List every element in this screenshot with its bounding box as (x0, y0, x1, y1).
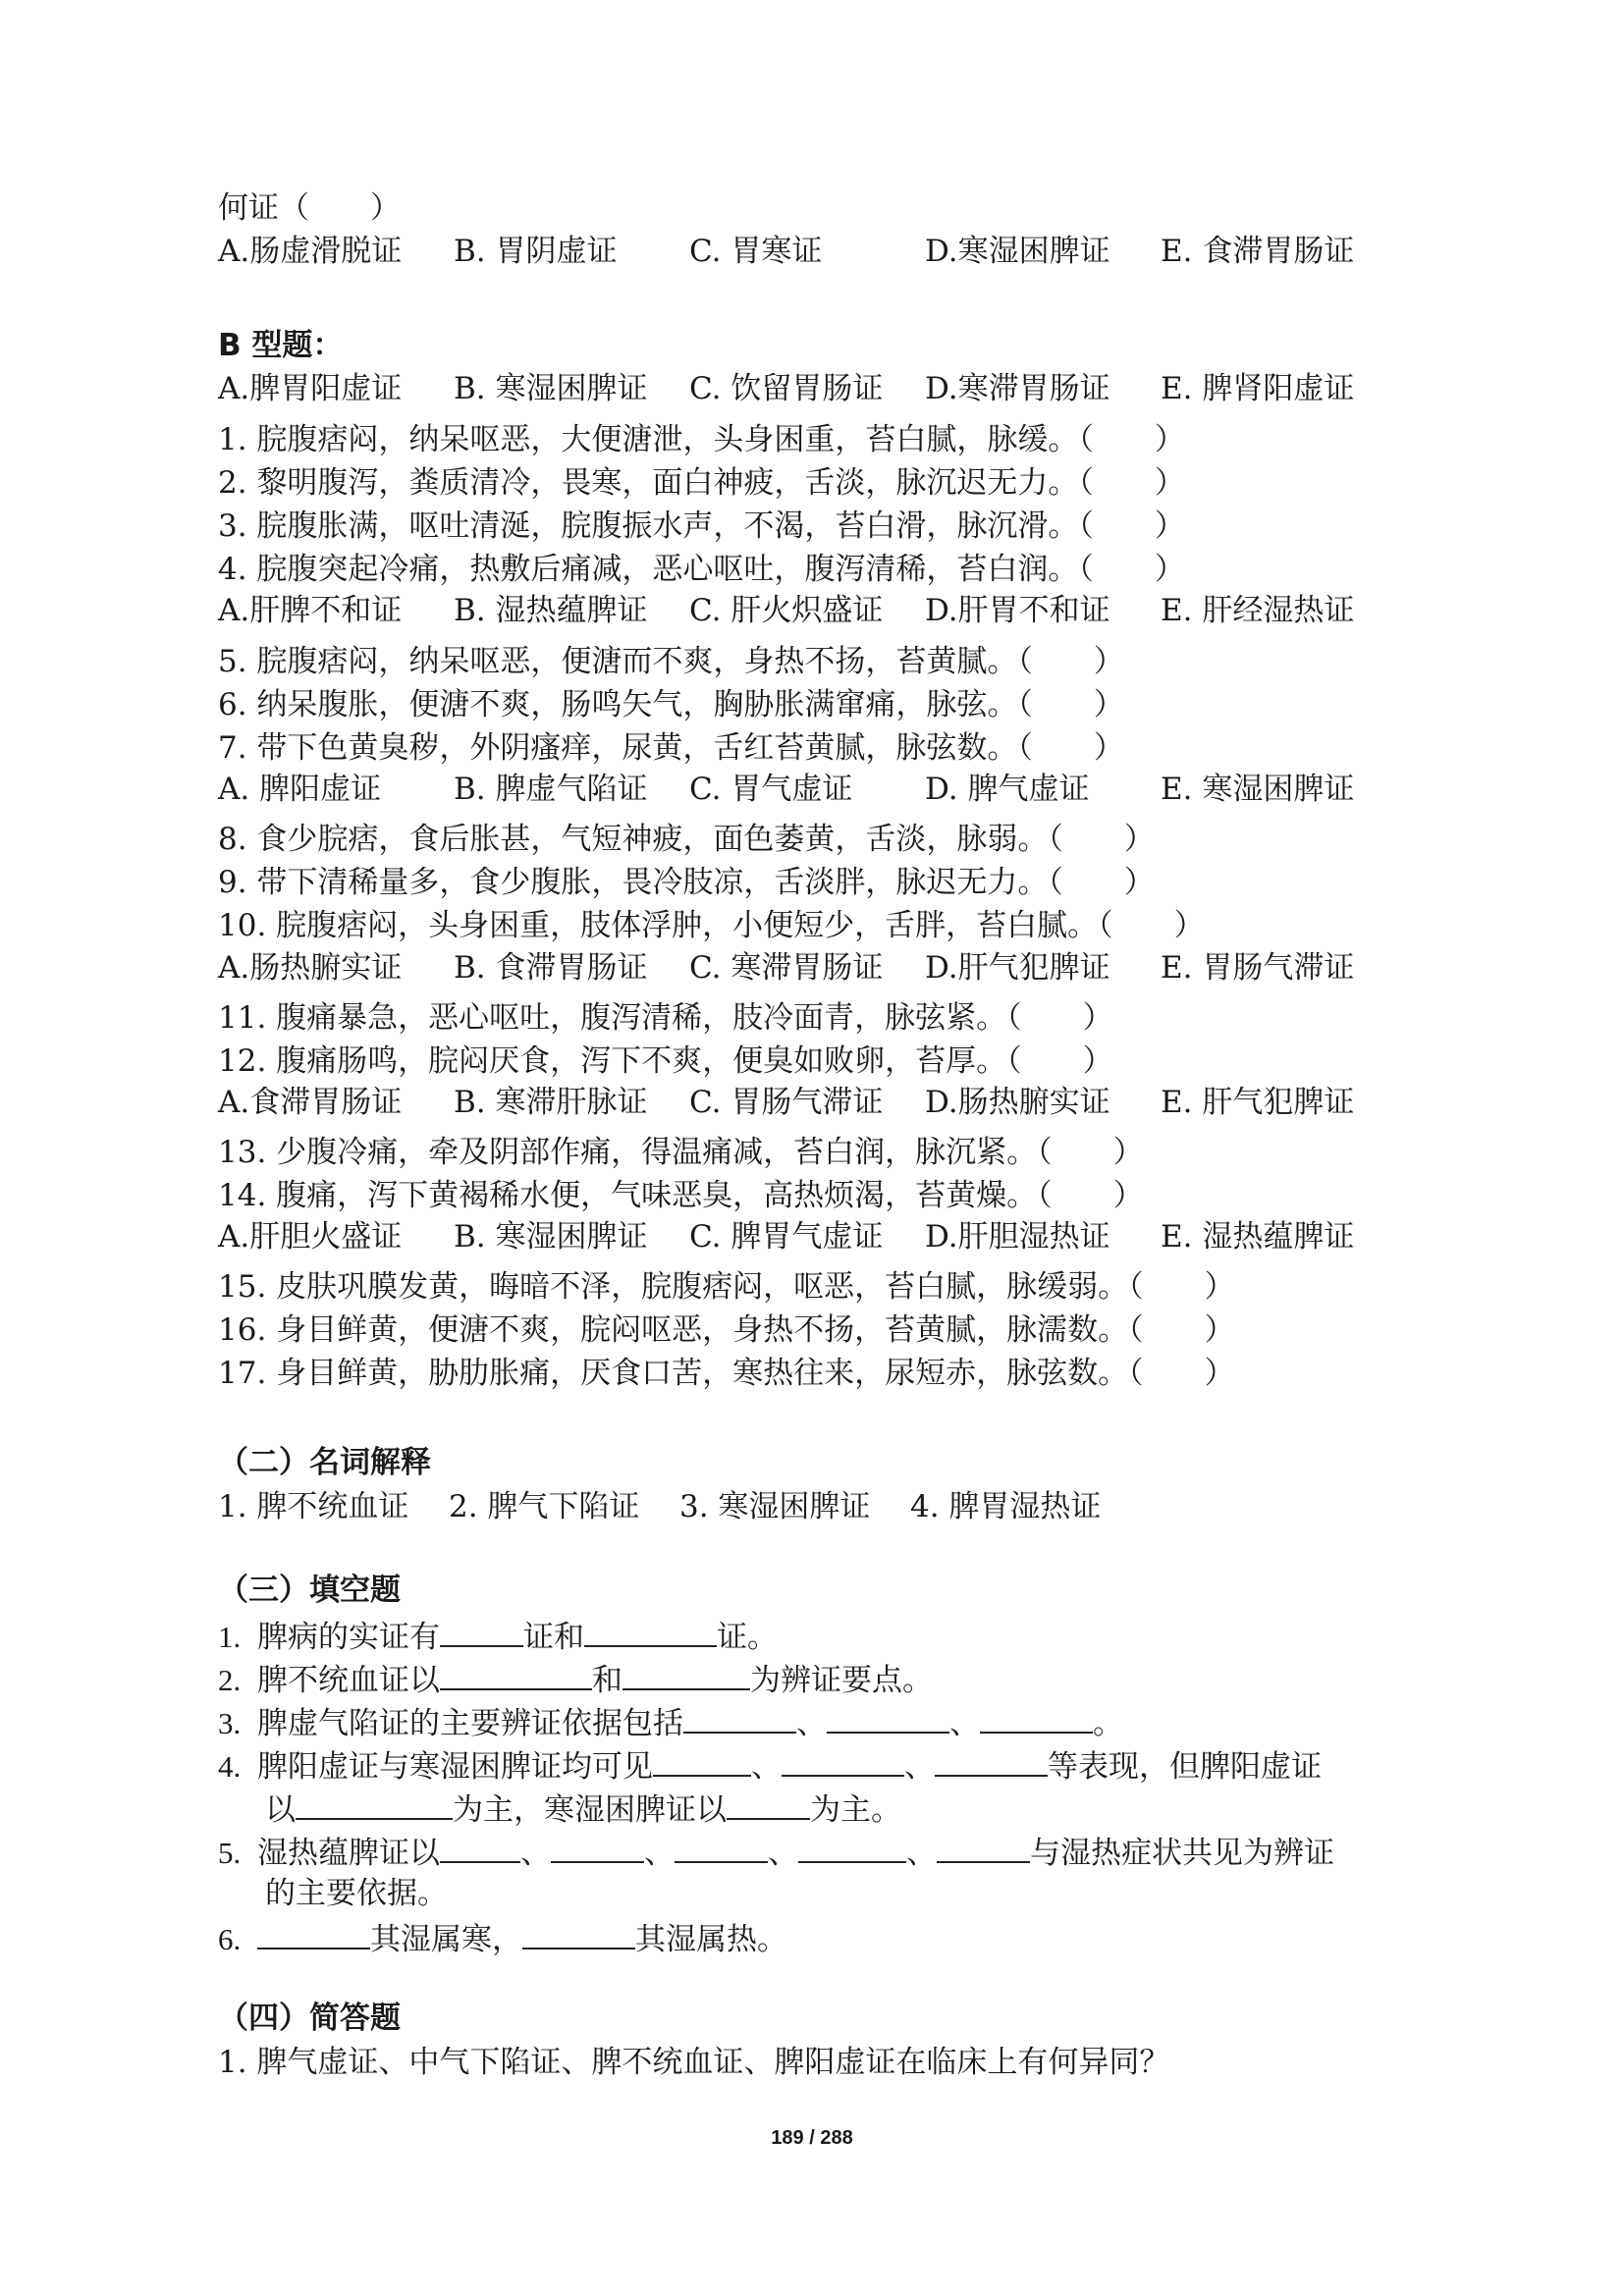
option: C. 饮留胃肠证 (689, 371, 884, 406)
option: C. 胃寒证 (689, 234, 823, 269)
option: A.肝脾不和证 (218, 593, 403, 628)
option: C. 寒滞胃肠证 (689, 950, 884, 986)
answer-blank[interactable] (623, 1663, 750, 1690)
term-item: 4. 脾胃湿热证 (910, 1489, 1102, 1524)
option: B. 寒湿困脾证 (454, 371, 648, 406)
question: 1. 脘腹痞闷，纳呆呕恶，大便溏泄，头身困重，苔白腻，脉缓。（ ） (218, 422, 1185, 457)
question: 14. 腹痛，泻下黄褐稀水便，气味恶臭，高热烦渴，苔黄燥。（ ） (218, 1178, 1144, 1213)
answer-blank[interactable] (440, 1663, 592, 1690)
fill-question-4-continued: 以 为主，寒湿困脾证以 为主。 (265, 1792, 901, 1828)
option: A.肠虚滑脱证 (218, 234, 403, 269)
answer-blank[interactable] (440, 1620, 523, 1647)
question: 7. 带下色黄臭秽，外阴瘙痒，尿黄，舌红苔黄腻，脉弦数。（ ） (218, 730, 1124, 766)
question: 9. 带下清稀量多，食少腹胀，畏冷肢凉，舌淡胖，脉迟无力。（ ） (218, 865, 1155, 900)
answer-blank[interactable] (296, 1792, 453, 1820)
option: E. 胃肠气滞证 (1161, 950, 1355, 986)
answer-blank[interactable] (653, 1749, 751, 1777)
question: 5. 脘腹痞闷，纳呆呕恶，便溏而不爽，身热不扬，苔黄腻。（ ） (218, 644, 1124, 679)
option: E. 脾肾阳虚证 (1161, 371, 1355, 406)
option: D.肝胃不和证 (925, 593, 1110, 628)
option: D.肝气犯脾证 (925, 950, 1110, 986)
option: C. 肝火炽盛证 (689, 593, 884, 628)
option: C. 胃肠气滞证 (689, 1085, 884, 1120)
option: E. 肝经湿热证 (1161, 593, 1355, 628)
option: B. 寒滞肝脉证 (454, 1085, 648, 1120)
question: 16. 身目鲜黄，便溏不爽，脘闷呕恶，身热不扬，苔黄腻，脉濡数。（ ） (218, 1312, 1235, 1348)
answer-blank[interactable] (440, 1836, 520, 1863)
question: 6. 纳呆腹胀，便溏不爽，肠鸣矢气，胸胁胀满窜痛，脉弦。（ ） (218, 687, 1124, 722)
answer-blank[interactable] (584, 1620, 717, 1647)
option: B. 胃阴虚证 (454, 234, 618, 269)
page-number: 189 / 288 (771, 2127, 853, 2149)
option: E. 食滞胃肠证 (1161, 234, 1355, 269)
answer-blank[interactable] (827, 1706, 949, 1734)
section-heading: B 型题： (218, 328, 344, 363)
fill-question-6: 6. 其湿属寒， 其湿属热。 (218, 1922, 787, 1957)
answer-blank[interactable] (935, 1749, 1048, 1777)
option: A.肝胆火盛证 (218, 1219, 403, 1255)
fill-question-5-continued: 的主要依据。 (265, 1876, 448, 1911)
answer-blank[interactable] (522, 1922, 635, 1949)
question: 11. 腹痛暴急，恶心呕吐，腹泻清稀，肢冷面青，脉弦紧。（ ） (218, 1000, 1113, 1036)
answer-blank[interactable] (782, 1749, 904, 1777)
option: D.寒滞胃肠证 (925, 371, 1110, 406)
answer-blank[interactable] (937, 1836, 1030, 1863)
answer-blank[interactable] (683, 1706, 796, 1734)
option: C. 脾胃气虚证 (689, 1219, 884, 1255)
short-answer-question: 1. 脾气虚证、中气下陷证、脾不统血证、脾阳虚证在临床上有何异同？ (218, 2045, 1170, 2080)
option: B. 寒湿困脾证 (454, 1219, 648, 1255)
option: E. 湿热蕴脾证 (1161, 1219, 1355, 1255)
answer-blank[interactable] (980, 1706, 1093, 1734)
fill-question-5: 5. 湿热蕴脾证以 、 、 、 、 与湿热症状共见为辨证 (218, 1836, 1334, 1871)
fill-question-3: 3. 脾虚气陷证的主要辨证依据包括 、 、 。 (218, 1706, 1123, 1741)
term-item: 3. 寒湿困脾证 (679, 1489, 871, 1524)
question: 10. 脘腹痞闷，头身困重，肢体浮肿，小便短少，舌胖，苔白腻。（ ） (218, 908, 1205, 943)
option: B. 湿热蕴脾证 (454, 593, 648, 628)
section-heading: （四）简答题 (218, 2001, 401, 2036)
section-heading: （三）填空题 (218, 1573, 401, 1608)
question-stem: 何证（ ） (218, 190, 401, 226)
term-item: 1. 脾不统血证 (218, 1489, 409, 1524)
option: A.脾胃阳虚证 (218, 371, 403, 406)
section-heading: （二）名词解释 (218, 1445, 431, 1480)
option: C. 胃气虚证 (689, 772, 853, 807)
option: A.肠热腑实证 (218, 950, 403, 986)
option: A. 脾阳虚证 (218, 772, 382, 807)
option: E. 寒湿困脾证 (1161, 772, 1355, 807)
option: B. 食滞胃肠证 (454, 950, 648, 986)
option: D.肠热腑实证 (925, 1085, 1110, 1120)
option: D. 脾气虚证 (925, 772, 1090, 807)
fill-question-1: 1. 脾病的实证有 证和 证。 (218, 1620, 778, 1655)
question: 17. 身目鲜黄，胁肋胀痛，厌食口苦，寒热往来，尿短赤，脉弦数。（ ） (218, 1356, 1235, 1391)
answer-blank[interactable] (257, 1922, 370, 1949)
question: 2. 黎明腹泻，粪质清冷，畏寒，面白神疲，舌淡，脉沉迟无力。（ ） (218, 465, 1185, 501)
question: 13. 少腹冷痛，牵及阴部作痛，得温痛减，苔白润，脉沉紧。（ ） (218, 1135, 1144, 1170)
fill-question-2: 2. 脾不统血证以 和 为辨证要点。 (218, 1663, 933, 1698)
question: 4. 脘腹突起冷痛，热敷后痛减，恶心呕吐，腹泻清稀，苔白润。（ ） (218, 552, 1185, 587)
question: 8. 食少脘痞，食后胀甚，气短神疲，面色萎黄，舌淡，脉弱。（ ） (218, 822, 1155, 857)
question: 15. 皮肤巩膜发黄，晦暗不泽，脘腹痞闷，呕恶，苔白腻，脉缓弱。（ ） (218, 1269, 1235, 1305)
option: D.肝胆湿热证 (925, 1219, 1110, 1255)
option: E. 肝气犯脾证 (1161, 1085, 1355, 1120)
answer-blank[interactable] (727, 1792, 810, 1820)
answer-blank[interactable] (798, 1836, 906, 1863)
term-item: 2. 脾气下陷证 (449, 1489, 640, 1524)
option: A.食滞胃肠证 (218, 1085, 403, 1120)
answer-blank[interactable] (675, 1836, 768, 1863)
fill-question-4: 4. 脾阳虚证与寒湿困脾证均可见 、 、 等表现，但脾阳虚证 (218, 1749, 1322, 1785)
question: 12. 腹痛肠鸣，脘闷厌食，泻下不爽，便臭如败卵，苔厚。（ ） (218, 1043, 1113, 1079)
answer-blank[interactable] (551, 1836, 644, 1863)
option: B. 脾虚气陷证 (454, 772, 648, 807)
option: D.寒湿困脾证 (925, 234, 1110, 269)
question: 3. 脘腹胀满，呕吐清涎，脘腹振水声，不渴，苔白滑，脉沉滑。（ ） (218, 508, 1185, 544)
